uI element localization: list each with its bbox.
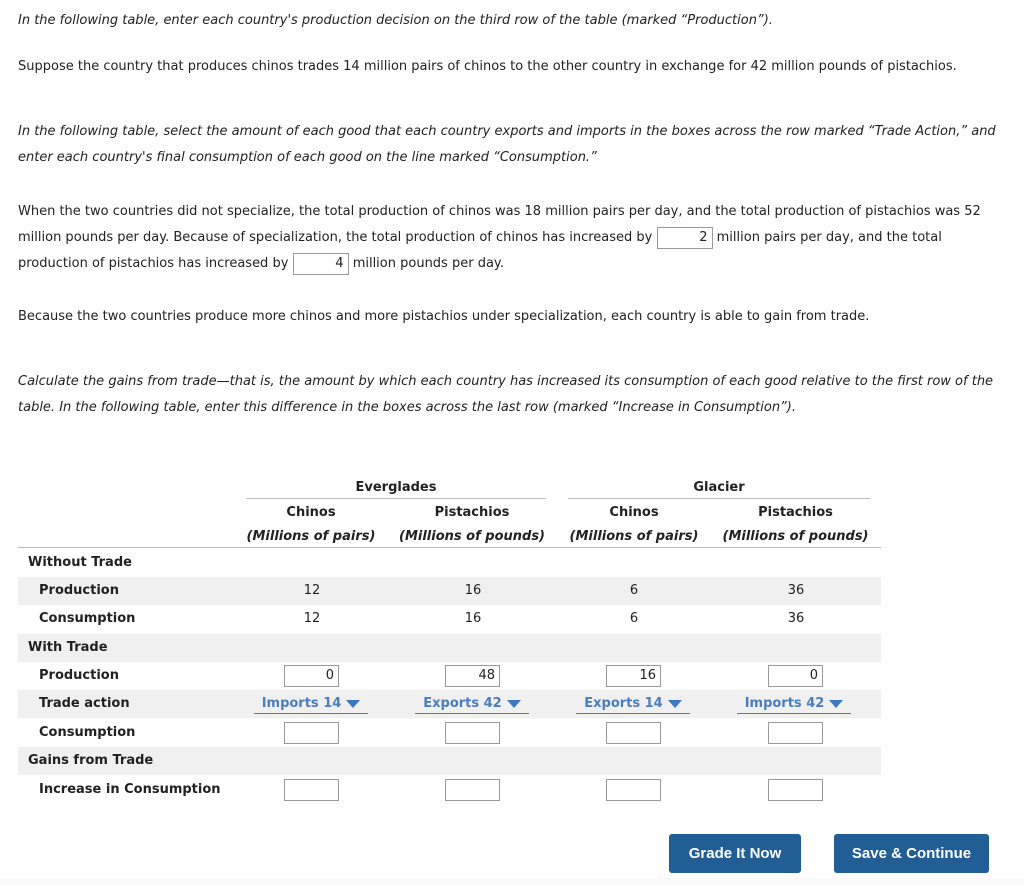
section-label: Without Trade: [28, 555, 132, 570]
dropdown-arrow-icon: [668, 700, 682, 708]
everglades-pistachios-production-input[interactable]: 48: [445, 665, 500, 687]
glacier-pistachios-trade-dropdown[interactable]: [737, 694, 851, 714]
pistachios-increase-input[interactable]: 4: [293, 253, 349, 275]
everglades-pistachios-value: 16: [464, 583, 482, 598]
glacier-pistachios-consumption-input[interactable]: [768, 722, 823, 744]
row-label: Consumption: [39, 611, 136, 626]
row-with-trade-production: [18, 662, 881, 690]
everglades-pistachios-consumption-input[interactable]: [445, 722, 500, 744]
glacier-chinos-consumption-input[interactable]: [606, 722, 661, 744]
row-without-trade-production: [18, 577, 881, 605]
everglades-chinos-increase-input[interactable]: [284, 779, 339, 801]
instruction-gains-1: Calculate the gains from trade—that is, the amount by which each country has increased its consumption of each good relative to the first row of the: [18, 374, 994, 389]
save-continue-button[interactable]: Save & Continue: [834, 834, 989, 873]
specialization-text-1: When the two countries did not specialize, the total production of chinos was 18 million pairs per day, and the total production of pistachios was 52: [18, 204, 981, 219]
specialization-text-3-post: million pounds per day.: [352, 256, 504, 271]
glacier-pistachios-unit: (Millions of pounds): [722, 529, 869, 544]
glacier-chinos-increase-input[interactable]: [606, 779, 661, 801]
everglades-chinos-unit: (Millions of pairs): [246, 529, 376, 544]
instruction-production: In the following table, enter each country's production decision on the third row of the table (marked “Production”).: [18, 13, 773, 28]
instruction-trade-scenario: Suppose the country that produces chinos trades 14 million pairs of chinos to the other country in exchange for 42 million pounds of pistachios.: [18, 59, 957, 74]
section-without-trade: [18, 549, 881, 577]
everglades-header-rule: [246, 498, 546, 499]
glacier-chinos-value: 6: [629, 611, 639, 626]
everglades-pistachios-increase-input[interactable]: [445, 779, 500, 801]
specialization-text-2: [18, 225, 1014, 251]
glacier-chinos-header: Chinos: [609, 505, 659, 520]
dropdown-value: Exports 42: [423, 696, 502, 711]
section-gains-from-trade: [18, 747, 881, 775]
section-label: Gains from Trade: [28, 753, 154, 768]
everglades-pistachios-value: 16: [464, 611, 482, 626]
glacier-pistachios-value: 36: [787, 611, 805, 626]
dropdown-arrow-icon: [829, 700, 843, 708]
everglades-chinos-value: 12: [303, 583, 321, 598]
specialization-text-2-post: million pairs per day, and the total: [716, 230, 942, 245]
row-without-trade-consumption: [18, 605, 881, 633]
everglades-chinos-header: Chinos: [286, 505, 336, 520]
country-everglades-header: Everglades: [355, 480, 437, 495]
table-header-rule: [18, 547, 881, 548]
gain-statement: Because the two countries produce more chinos and more pistachios under specialization, each country is able to gain from trade.: [18, 309, 870, 324]
section-label: With Trade: [28, 640, 108, 655]
everglades-chinos-consumption-input[interactable]: [284, 722, 339, 744]
dropdown-arrow-icon: [346, 700, 360, 708]
row-label: Increase in Consumption: [39, 782, 221, 797]
country-glacier-header: Glacier: [693, 480, 745, 495]
dropdown-arrow-icon: [507, 700, 521, 708]
glacier-chinos-production-input[interactable]: 16: [606, 665, 661, 687]
instruction-trade-action-1: In the following table, select the amount of each good that each country exports and imports in the boxes across the row marked “Trade Action,” and: [18, 124, 996, 139]
dropdown-value: Exports 14: [584, 696, 663, 711]
dropdown-value: Imports 14: [261, 696, 342, 711]
glacier-header-rule: [568, 498, 870, 499]
everglades-chinos-production-input[interactable]: 0: [284, 665, 339, 687]
row-label: Consumption: [39, 725, 136, 740]
glacier-chinos-unit: (Millions of pairs): [569, 529, 699, 544]
everglades-pistachios-unit: (Millions of pounds): [399, 529, 545, 544]
specialization-text-3: [18, 251, 1014, 277]
instruction-trade-action-2: enter each country's final consumption of each good on the line marked “Consumption.”: [18, 150, 597, 165]
everglades-pistachios-trade-dropdown[interactable]: [415, 694, 529, 714]
grade-it-now-button[interactable]: Grade It Now: [669, 834, 801, 873]
glacier-pistachios-increase-input[interactable]: [768, 779, 823, 801]
instruction-gains-2: table. In the following table, enter this difference in the boxes across the last row (marked “Increase in Consumption”).: [18, 400, 796, 415]
glacier-chinos-trade-dropdown[interactable]: [576, 694, 690, 714]
glacier-chinos-value: 6: [629, 583, 639, 598]
specialization-text-2-pre: million pounds per day. Because of specialization, the total production of chinos has increased by: [18, 230, 653, 245]
page-bottom-edge: [0, 878, 1024, 885]
row-trade-action: [18, 690, 881, 718]
section-with-trade: [18, 634, 881, 662]
chinos-increase-input[interactable]: 2: [657, 227, 713, 249]
specialization-text-3-pre: production of pistachios has increased by: [18, 256, 289, 271]
everglades-chinos-trade-dropdown[interactable]: [254, 694, 368, 714]
glacier-pistachios-header: Pistachios: [758, 505, 833, 520]
glacier-pistachios-production-input[interactable]: 0: [768, 665, 823, 687]
row-label: Production: [39, 583, 119, 598]
row-with-trade-consumption: [18, 719, 881, 747]
row-label: Trade action: [39, 696, 130, 711]
dropdown-value: Imports 42: [744, 696, 825, 711]
row-increase-in-consumption: [18, 776, 881, 804]
everglades-pistachios-header: Pistachios: [434, 505, 510, 520]
glacier-pistachios-value: 36: [787, 583, 805, 598]
everglades-chinos-value: 12: [303, 611, 321, 626]
row-label: Production: [39, 668, 119, 683]
